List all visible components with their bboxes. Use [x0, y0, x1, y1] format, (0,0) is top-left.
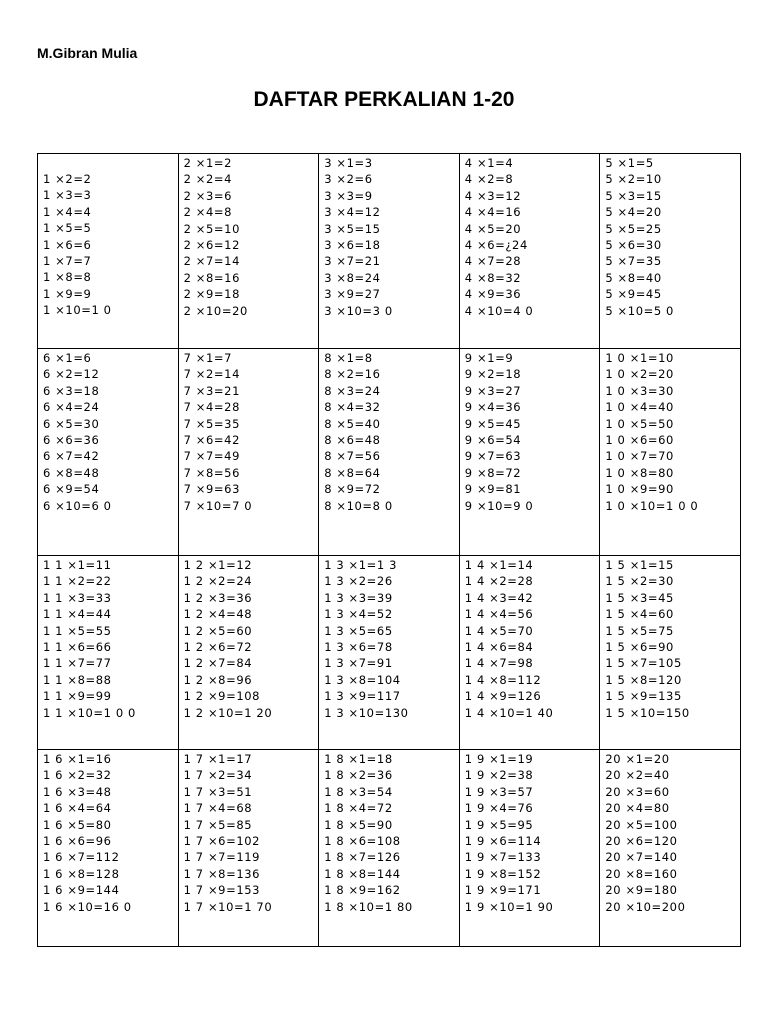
- multiplication-line: 6 ×7=42: [43, 449, 100, 464]
- table-cell: [38, 349, 179, 556]
- multiplication-line: 1 4 ×5=70: [464, 623, 534, 638]
- multiplication-line: 5 ×2=10: [605, 172, 662, 187]
- multiplication-line: 9 ×10=9 0: [464, 498, 534, 513]
- multiplication-line: 7 ×8=56: [183, 465, 240, 480]
- multiplication-line: 20 ×2=40: [605, 768, 670, 783]
- multiplication-line: 1 9 ×8=152: [464, 866, 542, 881]
- multiplication-line: 3 ×10=3 0: [324, 303, 393, 318]
- multiplication-line: 1 9 ×9=171: [464, 883, 542, 898]
- multiplication-line: 2 ×10=20: [183, 303, 248, 318]
- table-row: [38, 154, 741, 349]
- multiplication-line: 1 4 ×3=42: [464, 590, 534, 605]
- multiplication-line: 1 6 ×7=112: [43, 850, 120, 865]
- multiplication-line: 1 1 ×5=55: [43, 623, 112, 638]
- multiplication-line: 1 0 ×9=90: [605, 482, 674, 497]
- multiplication-line: 6 ×1=6: [43, 351, 92, 365]
- multiplication-line: 1 ×7=7: [43, 254, 92, 269]
- multiplication-line: 5 ×9=45: [605, 287, 662, 302]
- multiplication-line: 1 2 ×7=84: [183, 656, 253, 671]
- table-cell: [178, 154, 319, 349]
- multiplication-line: 1 5 ×5=75: [605, 623, 674, 638]
- multiplication-line: 1 2 ×9=108: [183, 689, 261, 704]
- multiplication-line: 1 4 ×2=28: [464, 574, 534, 589]
- multiplication-line: 1 1 ×2=22: [43, 574, 112, 589]
- multiplication-line: 2 ×2=4: [183, 172, 233, 187]
- multiplication-line: 1 3 ×7=91: [324, 656, 393, 671]
- multiplication-line: 6 ×10=6 0: [43, 498, 112, 513]
- multiplication-line: 1 7 ×1=17: [183, 752, 253, 766]
- multiplication-line: 1 7 ×8=136: [183, 866, 261, 881]
- multiplication-line: 3 ×1=3: [324, 156, 373, 170]
- multiplication-line: 1 3 ×3=39: [324, 590, 393, 605]
- multiplication-line: 20 ×5=100: [605, 817, 678, 832]
- multiplication-line: 4 ×3=12: [464, 188, 522, 203]
- multiplication-line: 2 ×8=16: [183, 270, 240, 285]
- multiplication-line: 1 1 ×10=1 0 0: [43, 705, 136, 720]
- multiplication-line: 20 ×3=60: [605, 784, 670, 799]
- multiplication-line: 6 ×3=18: [43, 383, 100, 398]
- multiplication-line: 4 ×8=32: [464, 270, 522, 285]
- multiplication-line: 9 ×5=45: [464, 416, 522, 431]
- multiplication-line: 1 ×4=4: [43, 204, 92, 219]
- multiplication-line: 4 ×5=20: [464, 221, 522, 236]
- multiplication-line: 7 ×1=7: [183, 351, 233, 365]
- multiplication-line: 1 3 ×1=1 3: [324, 558, 398, 572]
- multiplication-line: 1 0 ×2=20: [605, 367, 674, 382]
- multiplication-line: 1 8 ×6=108: [324, 834, 401, 849]
- multiplication-line: 20 ×4=80: [605, 801, 670, 816]
- multiplication-line: 1 6 ×8=128: [43, 866, 120, 881]
- multiplication-line: 1 2 ×4=48: [183, 607, 253, 622]
- multiplication-line: 1 2 ×6=72: [183, 640, 253, 655]
- multiplication-line: 1 8 ×1=18: [324, 752, 393, 766]
- multiplication-line: 8 ×7=56: [324, 449, 381, 464]
- multiplication-line: 2 ×3=6: [183, 188, 233, 203]
- multiplication-line: 3 ×8=24: [324, 270, 381, 285]
- table-cell: [459, 750, 600, 947]
- multiplication-line: 1 7 ×7=119: [183, 850, 261, 865]
- multiplication-line: 1 2 ×2=24: [183, 574, 253, 589]
- table-cell: [178, 556, 319, 750]
- multiplication-line: 1 1 ×8=88: [43, 672, 112, 687]
- multiplication-line: 1 5 ×2=30: [605, 574, 674, 589]
- multiplication-line: 1 6 ×10=16 0: [43, 899, 132, 914]
- multiplication-line: 1 7 ×3=51: [183, 784, 253, 799]
- multiplication-line: 1 5 ×7=105: [605, 656, 682, 671]
- table-cell: [38, 556, 179, 750]
- multiplication-line: 1 9 ×6=114: [464, 834, 542, 849]
- multiplication-line: 9 ×3=27: [464, 383, 522, 398]
- multiplication-line: 1 ×2=2: [43, 172, 92, 186]
- multiplication-line: 4 ×9=36: [464, 287, 522, 302]
- multiplication-line: 1 9 ×5=95: [464, 817, 534, 832]
- multiplication-line: 1 ×10=1 0: [43, 303, 112, 318]
- multiplication-line: 1 1 ×1=11: [43, 558, 112, 572]
- multiplication-line: 1 4 ×7=98: [464, 656, 534, 671]
- multiplication-line: 1 6 ×1=16: [43, 752, 112, 766]
- multiplication-line: 1 9 ×10=1 90: [464, 899, 554, 914]
- multiplication-line: 1 2 ×10=1 20: [183, 705, 273, 720]
- multiplication-line: 1 8 ×3=54: [324, 784, 393, 799]
- multiplication-line: 5 ×6=30: [605, 238, 662, 253]
- table-cell: [178, 349, 319, 556]
- multiplication-line: 1 ×3=3: [43, 188, 92, 203]
- multiplication-line: 1 0 ×8=80: [605, 465, 674, 480]
- multiplication-line: 1 5 ×6=90: [605, 640, 674, 655]
- multiplication-line: 1 0 ×4=40: [605, 400, 674, 415]
- multiplication-line: 1 4 ×8=112: [464, 672, 542, 687]
- multiplication-line: 7 ×9=63: [183, 482, 240, 497]
- multiplication-line: 1 9 ×1=19: [464, 752, 534, 766]
- multiplication-line: 4 ×4=16: [464, 205, 522, 220]
- multiplication-line: 20 ×10=200: [605, 899, 686, 914]
- multiplication-line: 1 2 ×1=12: [183, 558, 253, 572]
- multiplication-line: 20 ×7=140: [605, 850, 678, 865]
- table-cell: [319, 556, 460, 750]
- multiplication-line: 1 8 ×8=144: [324, 866, 401, 881]
- multiplication-line: 1 3 ×2=26: [324, 574, 393, 589]
- multiplication-line: 3 ×2=6: [324, 172, 373, 187]
- multiplication-line: 2 ×6=12: [183, 238, 240, 253]
- multiplication-line: 9 ×8=72: [464, 465, 522, 480]
- multiplication-line: 1 5 ×3=45: [605, 590, 674, 605]
- multiplication-line: 6 ×9=54: [43, 482, 100, 497]
- multiplication-line: 1 5 ×8=120: [605, 672, 682, 687]
- multiplication-line: 8 ×10=8 0: [324, 498, 393, 513]
- multiplication-line: 1 1 ×4=44: [43, 607, 112, 622]
- multiplication-line: 6 ×2=12: [43, 367, 100, 382]
- multiplication-line: 1 3 ×10=130: [324, 705, 409, 720]
- table-cell: [459, 154, 600, 349]
- multiplication-line: 1 4 ×6=84: [464, 640, 534, 655]
- table-cell: [600, 556, 741, 750]
- multiplication-line: 20 ×8=160: [605, 866, 678, 881]
- multiplication-line: 1 1 ×6=66: [43, 640, 112, 655]
- multiplication-line: 8 ×2=16: [324, 367, 381, 382]
- multiplication-line: 7 ×6=42: [183, 433, 240, 448]
- multiplication-line: 2 ×4=8: [183, 205, 233, 220]
- multiplication-line: 1 0 ×6=60: [605, 433, 674, 448]
- multiplication-line: 6 ×8=48: [43, 465, 100, 480]
- multiplication-line: 1 2 ×5=60: [183, 623, 253, 638]
- multiplication-line: 1 5 ×9=135: [605, 689, 682, 704]
- multiplication-line: 1 1 ×7=77: [43, 656, 112, 671]
- table-cell: [38, 750, 179, 947]
- multiplication-line: 2 ×1=2: [183, 156, 233, 170]
- multiplication-line: 1 3 ×5=65: [324, 623, 393, 638]
- table-cell: [319, 154, 460, 349]
- multiplication-line: 1 3 ×9=117: [324, 689, 401, 704]
- multiplication-line: 5 ×8=40: [605, 270, 662, 285]
- page-title: DAFTAR PERKALIAN 1-20: [253, 88, 515, 111]
- multiplication-line: 1 2 ×3=36: [183, 590, 253, 605]
- multiplication-line: 1 1 ×3=33: [43, 590, 112, 605]
- multiplication-line: 9 ×1=9: [464, 351, 514, 365]
- multiplication-line: 2 ×5=10: [183, 221, 240, 236]
- multiplication-line: 1 6 ×2=32: [43, 768, 112, 783]
- table-row: [38, 556, 741, 750]
- multiplication-line: 7 ×4=28: [183, 400, 240, 415]
- multiplication-line: 1 1 ×9=99: [43, 689, 112, 704]
- multiplication-line: 4 ×7=28: [464, 254, 522, 269]
- multiplication-line: 4 ×2=8: [464, 172, 514, 187]
- table-cell: [459, 556, 600, 750]
- multiplication-line: 8 ×3=24: [324, 383, 381, 398]
- multiplication-line: 8 ×5=40: [324, 416, 381, 431]
- multiplication-line: 1 0 ×10=1 0 0: [605, 498, 699, 513]
- multiplication-line: 1 0 ×1=10: [605, 351, 674, 365]
- multiplication-line: 1 9 ×7=133: [464, 850, 542, 865]
- multiplication-line: 1 3 ×8=104: [324, 672, 401, 687]
- multiplication-line: 8 ×4=32: [324, 400, 381, 415]
- multiplication-line: 6 ×6=36: [43, 433, 100, 448]
- multiplication-line: 7 ×10=7 0: [183, 498, 253, 513]
- multiplication-line: 1 5 ×1=15: [605, 558, 674, 572]
- multiplication-line: 1 6 ×3=48: [43, 784, 112, 799]
- table-cell: [38, 154, 179, 349]
- multiplication-line: 9 ×6=54: [464, 433, 522, 448]
- table-row: [38, 750, 741, 947]
- multiplication-line: 1 7 ×2=34: [183, 768, 253, 783]
- multiplication-line: 1 9 ×2=38: [464, 768, 534, 783]
- multiplication-line: 2 ×9=18: [183, 287, 240, 302]
- table-cell: [600, 154, 741, 349]
- multiplication-line: 6 ×5=30: [43, 416, 100, 431]
- multiplication-line: 1 ×5=5: [43, 221, 92, 236]
- multiplication-line: 20 ×9=180: [605, 883, 678, 898]
- multiplication-line: 5 ×4=20: [605, 205, 662, 220]
- multiplication-line: 1 ×6=6: [43, 237, 92, 252]
- multiplication-line: 4 ×6=¿24: [464, 238, 528, 253]
- multiplication-line: 1 8 ×7=126: [324, 850, 401, 865]
- multiplication-line: 1 3 ×6=78: [324, 640, 393, 655]
- multiplication-line: 1 4 ×1=14: [464, 558, 534, 572]
- multiplication-line: 1 7 ×6=102: [183, 834, 261, 849]
- multiplication-line: 1 2 ×8=96: [183, 672, 253, 687]
- author-name: M.Gibran Mulia: [37, 45, 138, 61]
- multiplication-line: 9 ×9=81: [464, 482, 522, 497]
- multiplication-line: 8 ×6=48: [324, 433, 381, 448]
- table-cell: [178, 750, 319, 947]
- multiplication-line: 1 4 ×4=56: [464, 607, 534, 622]
- multiplication-line: 1 9 ×4=76: [464, 801, 534, 816]
- multiplication-line: 1 6 ×9=144: [43, 883, 120, 898]
- table-cell: [319, 349, 460, 556]
- table-cell: [319, 750, 460, 947]
- multiplication-line: 2 ×7=14: [183, 254, 240, 269]
- multiplication-line: 1 7 ×9=153: [183, 883, 261, 898]
- multiplication-line: 3 ×6=18: [324, 238, 381, 253]
- table-cell: [600, 349, 741, 556]
- multiplication-line: 3 ×4=12: [324, 205, 381, 220]
- multiplication-line: 1 7 ×4=68: [183, 801, 253, 816]
- multiplication-line: 1 6 ×6=96: [43, 834, 112, 849]
- multiplication-line: 1 8 ×9=162: [324, 883, 401, 898]
- multiplication-line: 1 8 ×10=1 80: [324, 899, 413, 914]
- multiplication-line: 8 ×8=64: [324, 465, 381, 480]
- multiplication-line: 7 ×3=21: [183, 383, 240, 398]
- multiplication-line: 1 4 ×9=126: [464, 689, 542, 704]
- multiplication-table: [37, 153, 741, 947]
- multiplication-line: 1 5 ×10=150: [605, 705, 690, 720]
- multiplication-line: 1 0 ×7=70: [605, 449, 674, 464]
- multiplication-line: 5 ×5=25: [605, 221, 662, 236]
- multiplication-line: 1 0 ×5=50: [605, 416, 674, 431]
- multiplication-line: 8 ×1=8: [324, 351, 373, 365]
- multiplication-line: 9 ×2=18: [464, 367, 522, 382]
- multiplication-line: 1 7 ×10=1 70: [183, 899, 273, 914]
- multiplication-line: 1 8 ×5=90: [324, 817, 393, 832]
- multiplication-line: 1 6 ×4=64: [43, 801, 112, 816]
- multiplication-line: 5 ×1=5: [605, 156, 654, 170]
- multiplication-line: 1 4 ×10=1 40: [464, 705, 554, 720]
- table-cell: [459, 349, 600, 556]
- multiplication-line: 1 7 ×5=85: [183, 817, 253, 832]
- multiplication-line: 1 ×9=9: [43, 286, 92, 301]
- multiplication-line: 3 ×3=9: [324, 188, 373, 203]
- multiplication-line: 3 ×5=15: [324, 221, 381, 236]
- multiplication-line: 1 8 ×2=36: [324, 768, 393, 783]
- multiplication-line: 1 3 ×4=52: [324, 607, 393, 622]
- multiplication-line: 1 6 ×5=80: [43, 817, 112, 832]
- multiplication-line: 1 8 ×4=72: [324, 801, 393, 816]
- cell-spacer: [43, 155, 178, 171]
- multiplication-line: 20 ×1=20: [605, 752, 670, 766]
- multiplication-line: 4 ×10=4 0: [464, 303, 534, 318]
- multiplication-line: 7 ×5=35: [183, 416, 240, 431]
- multiplication-line: 9 ×7=63: [464, 449, 522, 464]
- multiplication-line: 7 ×2=14: [183, 367, 240, 382]
- multiplication-line: 20 ×6=120: [605, 834, 678, 849]
- multiplication-line: 4 ×1=4: [464, 156, 514, 170]
- multiplication-line: 1 ×8=8: [43, 270, 92, 285]
- multiplication-line: 5 ×7=35: [605, 254, 662, 269]
- multiplication-line: 5 ×10=5 0: [605, 303, 674, 318]
- multiplication-line: 9 ×4=36: [464, 400, 522, 415]
- table-row: [38, 349, 741, 556]
- multiplication-line: 1 5 ×4=60: [605, 607, 674, 622]
- multiplication-line: 6 ×4=24: [43, 400, 100, 415]
- multiplication-line: 3 ×7=21: [324, 254, 381, 269]
- multiplication-line: 3 ×9=27: [324, 287, 381, 302]
- multiplication-line: 5 ×3=15: [605, 188, 662, 203]
- multiplication-line: 1 9 ×3=57: [464, 784, 534, 799]
- multiplication-line: 1 0 ×3=30: [605, 383, 674, 398]
- table-cell: [600, 750, 741, 947]
- multiplication-line: 8 ×9=72: [324, 482, 381, 497]
- multiplication-line: 7 ×7=49: [183, 449, 240, 464]
